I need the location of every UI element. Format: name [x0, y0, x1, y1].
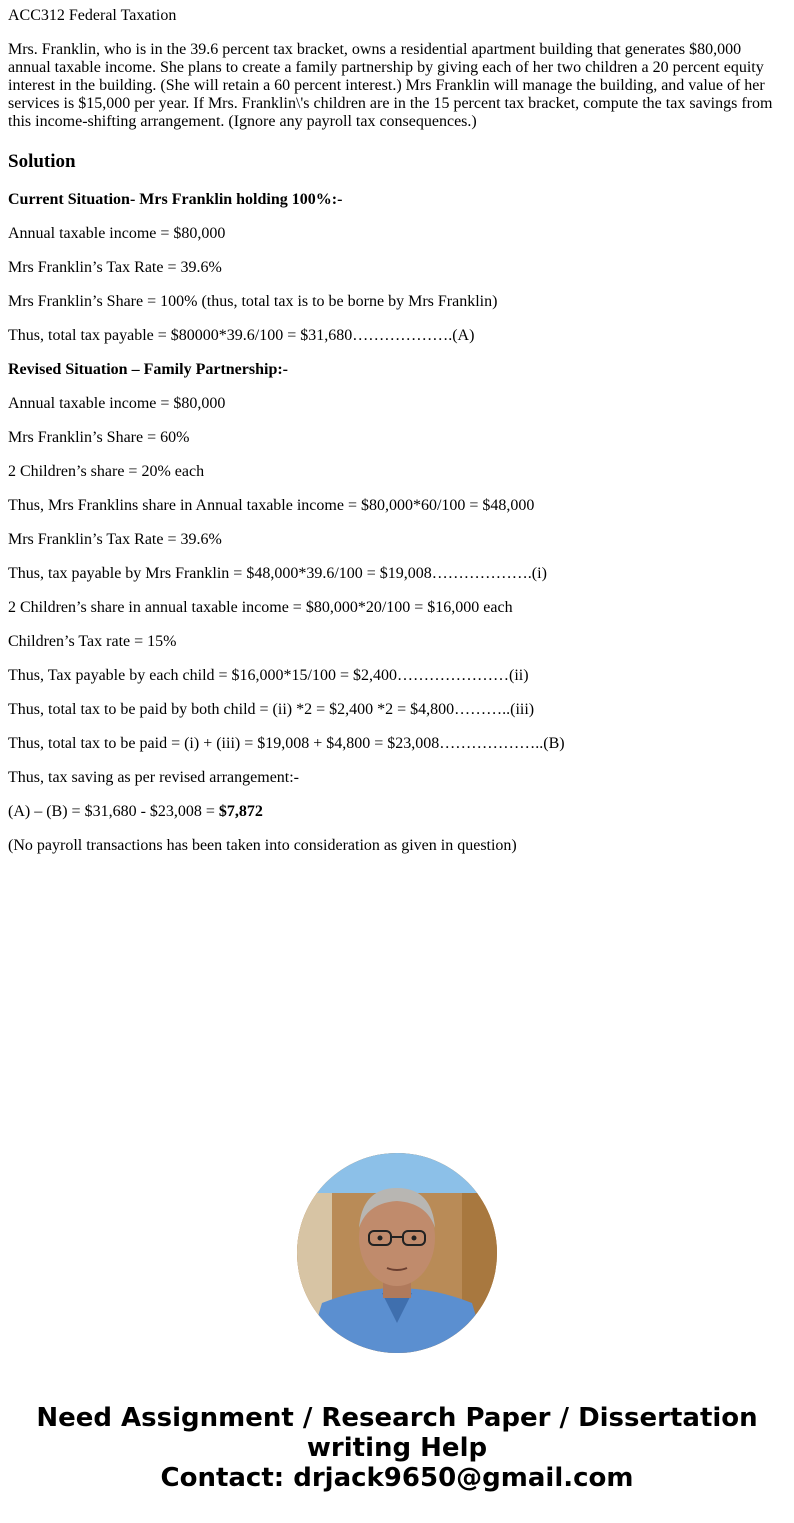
revised-line: Thus, Mrs Franklins share in Annual taxable income = $80,000*60/100 = $48,000 — [8, 497, 535, 514]
promo-contact: Contact: drjack9650@gmail.com — [160, 1463, 634, 1493]
tax-saving-value: $7,872 — [218, 803, 263, 820]
current-line: Mrs Franklin’s Share = 100% (thus, total tax is to be borne by Mrs Franklin) — [8, 293, 498, 310]
current-line: Annual taxable income = $80,000 — [8, 225, 226, 242]
current-situation-heading: Current Situation- Mrs Franklin holding 100%:- — [8, 191, 343, 208]
tax-saving-formula: (A) – (B) = $31,680 - $23,008 = — [8, 803, 219, 820]
revised-line: Thus, total tax to be paid = (i) + (iii) = $19,008 + $4,800 = $23,008………………..(B) — [8, 735, 565, 752]
document-body — [8, 0, 780, 855]
revised-line: Thus, total tax to be paid by both child = (ii) *2 = $2,400 *2 = $4,800………..(iii) — [8, 701, 535, 718]
tax-saving-result — [8, 803, 780, 821]
current-line: Mrs Franklin’s Tax Rate = 39.6% — [8, 259, 222, 276]
revised-situation-heading: Revised Situation – Family Partnership:- — [8, 361, 288, 378]
payroll-note: (No payroll transactions has been taken into consideration as given in question) — [8, 837, 517, 854]
question-text: Mrs. Franklin, who is in the 39.6 percent tax bracket, owns a residential apartment building that generates $80,000 annual taxable income. She plans to create a family partnership by giving each of her two children a 20 percent equity interest in the building. (She will retain a 60 percent interest.) Mrs Franklin will manage the building, and value of her services is $15,000 per year. If Mrs. Franklin\'s children are in the 15 percent tax bracket, compute the tax savings from this income-shifting arrangement. (Ignore any payroll tax consequences.) — [8, 41, 773, 130]
revised-line: Mrs Franklin’s Share = 60% — [8, 429, 190, 446]
revised-line: Annual taxable income = $80,000 — [8, 395, 226, 412]
revised-line: Thus, Tax payable by each child = $16,000*15/100 = $2,400…………………(ii) — [8, 667, 529, 684]
revised-line: Mrs Franklin’s Tax Rate = 39.6% — [8, 531, 222, 548]
revised-line: Children’s Tax rate = 15% — [8, 633, 177, 650]
current-line: Thus, total tax payable = $80000*39.6/100 = $31,680……………….(A) — [8, 327, 475, 344]
document-title: ACC312 Federal Taxation — [8, 7, 177, 24]
promo-banner — [0, 1403, 794, 1493]
revised-line: 2 Children’s share in annual taxable income = $80,000*20/100 = $16,000 each — [8, 599, 513, 616]
promo-line: writing Help — [306, 1433, 488, 1463]
revised-line: Thus, tax payable by Mrs Franklin = $48,000*39.6/100 = $19,008……………….(i) — [8, 565, 547, 582]
solution-heading: Solution — [8, 151, 76, 172]
promo-line: Need Assignment / Research Paper / Dissertation — [36, 1403, 758, 1433]
revised-line: 2 Children’s share = 20% each — [8, 463, 205, 480]
revised-line: Thus, tax saving as per revised arrangement:- — [8, 769, 300, 786]
avatar — [297, 1153, 497, 1353]
person-photo-icon — [297, 1153, 497, 1353]
